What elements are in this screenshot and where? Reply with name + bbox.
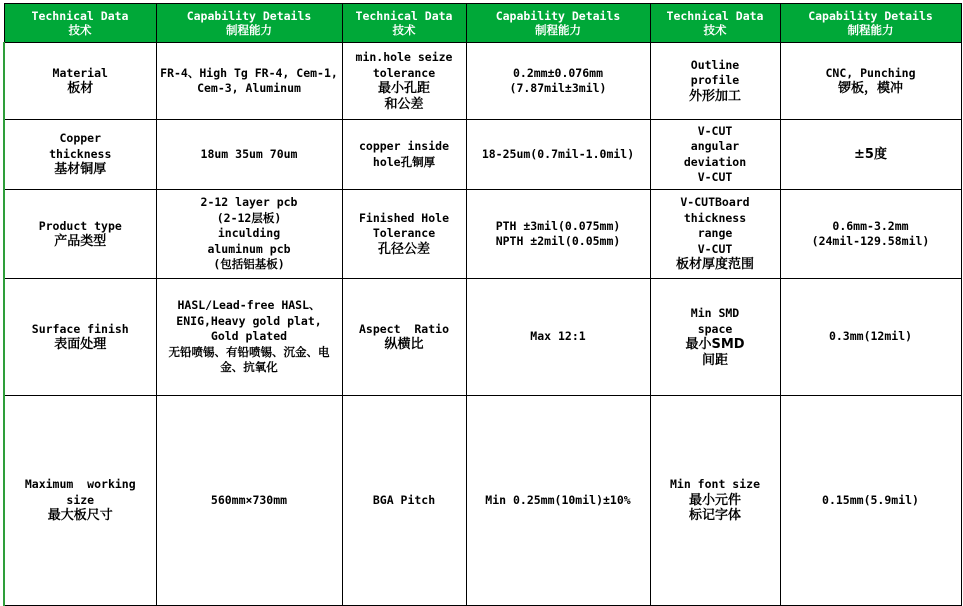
cell-maximum-working-size-value: 560mm×730mm xyxy=(156,396,342,606)
cell-finished-hole-tolerance: Finished Hole Tolerance 孔径公差 xyxy=(342,190,466,279)
cell-vcut-angular-deviation-value: ±5度 xyxy=(780,120,961,190)
table-row xyxy=(4,279,961,396)
cell-copper-inside-hole: copper inside hole孔铜厚 xyxy=(342,120,466,190)
capability-table xyxy=(3,3,962,606)
cell-outline-profile-value: CNC, Punching 锣板，模冲 xyxy=(780,43,961,120)
header-capability-details: Capability Details 制程能力 xyxy=(780,4,961,43)
cell-product-type-value: 2-12 layer pcb (2-12层板) inculding aluminum pcb (包括铝基板) xyxy=(156,190,342,279)
table-row xyxy=(4,120,961,190)
cell-min-font-size: Min font size 最小元件 标记字体 xyxy=(650,396,780,606)
cell-copper-thickness: Copper thickness 基材铜厚 xyxy=(4,120,156,190)
cell-min-smd-space: Min SMD space 最小SMD 间距 xyxy=(650,279,780,396)
cell-min-hole-tolerance: min.hole seize tolerance 最小孔距 和公差 xyxy=(342,43,466,120)
header-technical-data: Technical Data 技术 xyxy=(650,4,780,43)
cell-product-type: Product type 产品类型 xyxy=(4,190,156,279)
cell-material-value: FR-4、High Tg FR-4, Cem-1, Cem-3, Aluminum xyxy=(156,43,342,120)
cell-min-smd-space-value: 0.3mm(12mil) xyxy=(780,279,961,396)
cell-vcut-board-thickness-range: V-CUTBoard thickness range V-CUT 板材厚度范围 xyxy=(650,190,780,279)
cell-aspect-ratio-value: Max 12:1 xyxy=(466,279,650,396)
cell-min-hole-tolerance-value: 0.2mm±0.076mm (7.87mil±3mil) xyxy=(466,43,650,120)
cell-copper-thickness-value: 18um 35um 70um xyxy=(156,120,342,190)
cell-finished-hole-tolerance-value: PTH ±3mil(0.075mm) NPTH ±2mil(0.05mm) xyxy=(466,190,650,279)
table-row xyxy=(4,190,961,279)
cell-surface-finish-value: HASL/Lead-free HASL、ENIG,Heavy gold plat, Gold plated 无铅喷锡、有铅喷锡、沉金、电金、抗氧化 xyxy=(156,279,342,396)
cell-aspect-ratio: Aspect Ratio 纵横比 xyxy=(342,279,466,396)
cell-vcut-board-thickness-range-value: 0.6mm-3.2mm (24mil-129.58mil) xyxy=(780,190,961,279)
cell-material: Material 板材 xyxy=(4,43,156,120)
header-technical-data: Technical Data 技术 xyxy=(4,4,156,43)
cell-min-font-size-value: 0.15mm(5.9mil) xyxy=(780,396,961,606)
cell-surface-finish: Surface finish 表面处理 xyxy=(4,279,156,396)
cell-outline-profile: Outline profile 外形加工 xyxy=(650,43,780,120)
table-row xyxy=(4,396,961,606)
header-row xyxy=(4,4,961,43)
cell-bga-pitch-value: Min 0.25mm(10mil)±10% xyxy=(466,396,650,606)
cell-maximum-working-size: Maximum working size 最大板尺寸 xyxy=(4,396,156,606)
table-row xyxy=(4,43,961,120)
cell-copper-inside-hole-value: 18-25um(0.7mil-1.0mil) xyxy=(466,120,650,190)
header-capability-details: Capability Details 制程能力 xyxy=(466,4,650,43)
header-technical-data: Technical Data 技术 xyxy=(342,4,466,43)
cell-vcut-angular-deviation: V-CUT angular deviation V-CUT xyxy=(650,120,780,190)
cell-bga-pitch: BGA Pitch xyxy=(342,396,466,606)
header-capability-details: Capability Details 制程能力 xyxy=(156,4,342,43)
